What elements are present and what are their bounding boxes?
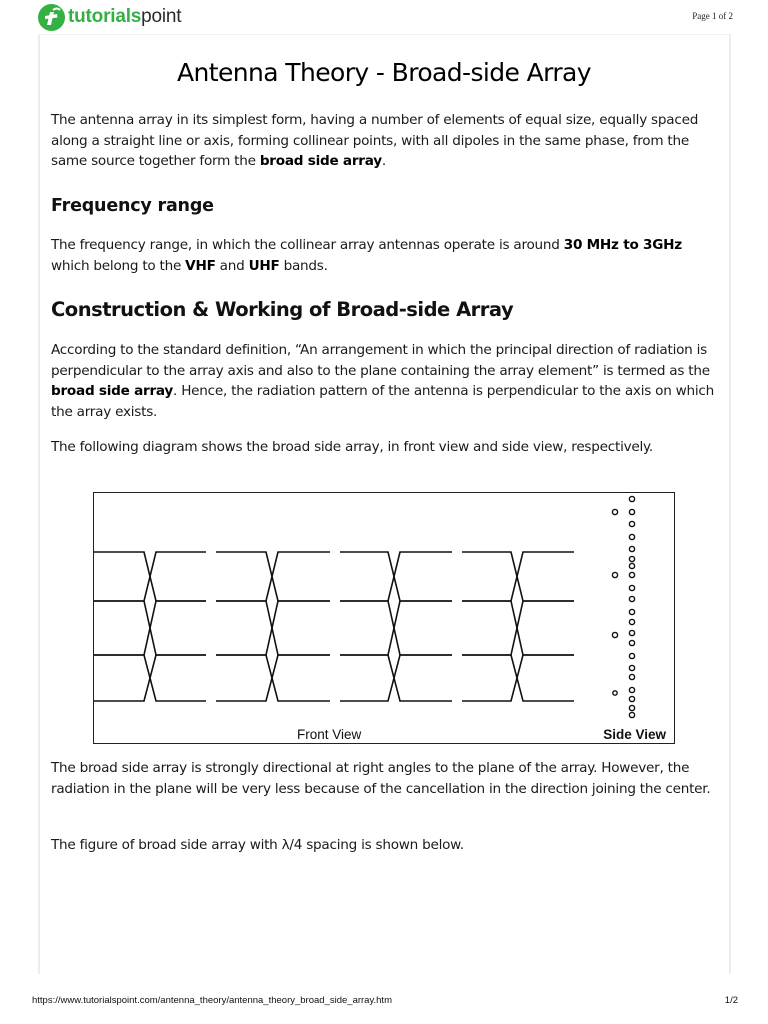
front-view-label: Front View (297, 727, 362, 742)
footer-page-number: 1/2 (724, 995, 738, 1006)
freq-text-3: and (215, 257, 249, 274)
dipole-group-2 (216, 552, 330, 701)
broadside-array-diagram (93, 492, 675, 744)
logo-icon (38, 4, 65, 31)
logo-text-point: point (141, 6, 182, 27)
directional-paragraph: The broad side array is strongly directional at right angles to the plane of the array. However, the radiation in the plane will be very less because of the cancellation in the direction joining the center. (51, 760, 711, 797)
definition-paragraph (51, 340, 721, 422)
logo-text (68, 6, 181, 28)
intro-bold-term: broad side array (259, 153, 382, 169)
definition-bold-term: broad side array (51, 383, 174, 399)
definition-text-end: . Hence, the radiation pattern of the antenna is perpendicular to the axis on which the array exists. (51, 383, 714, 420)
dipole-group-1 (94, 552, 206, 701)
dipole-group-4 (462, 552, 574, 701)
definition-text: According to the standard definition, “An arrangement in which the principal direction of radiation is perpendicular to the array axis and also to the plane containing the array element” is termed as the (51, 342, 710, 379)
front-view-dipoles (94, 552, 574, 701)
tutorialspoint-logo[interactable] (38, 3, 181, 31)
frequency-paragraph (51, 235, 721, 276)
freq-text-2: which belong to the (51, 257, 186, 274)
intro-text-end: . (381, 153, 386, 169)
spacing-figure-paragraph: The figure of broad side array with λ/4 spacing is shown below. (51, 837, 464, 853)
intro-text: The antenna array in its simplest form, having a number of elements of equal size, equally spaced along a straight line or axis, forming collinear points, with all dipoles in the same phase, from the same source together form the (51, 112, 699, 169)
heading-frequency-range: Frequency range (51, 196, 214, 216)
dipole-group-3 (340, 552, 452, 701)
freq-text-4: bands. (279, 257, 328, 274)
freq-text-1: The frequency range, in which the collinear array antennas operate is around (51, 237, 564, 253)
array-drawing (94, 493, 676, 745)
side-view-label: Side View (603, 727, 666, 742)
diagram-intro-paragraph: The following diagram shows the broad side array, in front view and side view, respectively. (51, 439, 653, 455)
footer-url[interactable]: https://www.tutorialspoint.com/antenna_theory/antenna_theory_broad_side_array.htm (32, 995, 392, 1006)
heading-construction-working: Construction & Working of Broad-side Array (51, 298, 514, 321)
page-indicator: Page 1 of 2 (692, 11, 733, 21)
intro-paragraph (51, 110, 721, 172)
print-header (0, 0, 768, 34)
page-title: Antenna Theory - Broad-side Array (177, 58, 591, 87)
freq-bold-uhf: UHF (248, 257, 280, 274)
side-view-elements (612, 496, 634, 717)
freq-bold-range: 30 MHz to 3GHz (563, 237, 682, 253)
freq-bold-vhf: VHF (185, 257, 216, 274)
logo-text-tutorials: tutorials (68, 6, 142, 27)
